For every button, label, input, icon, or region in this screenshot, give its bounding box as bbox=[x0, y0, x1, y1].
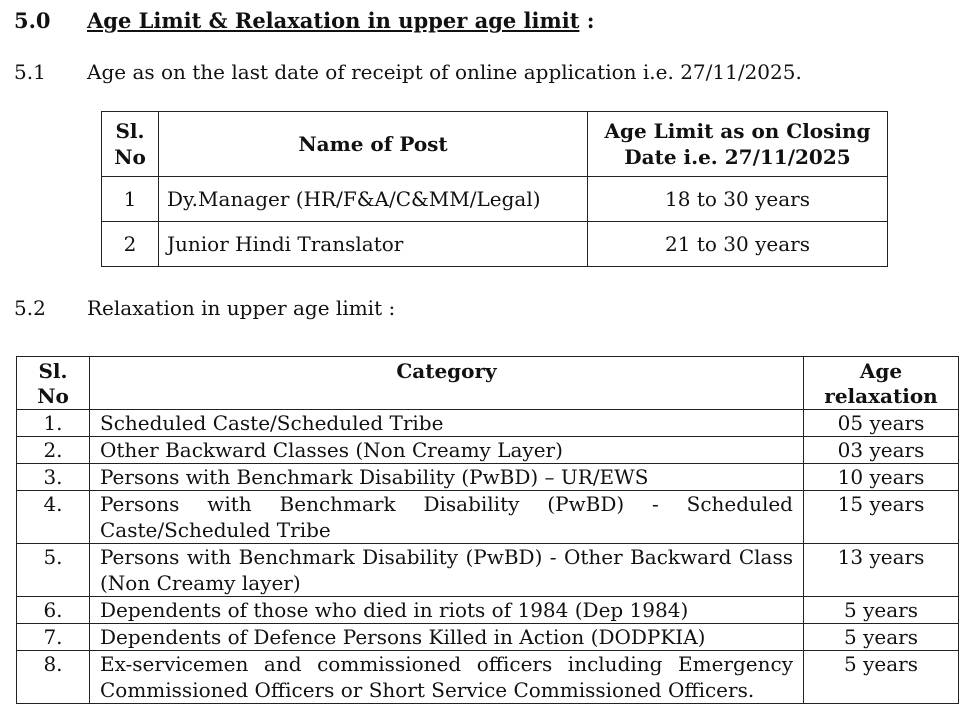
cell-age-relaxation: 05 years bbox=[804, 410, 959, 437]
cell-sl: 2. bbox=[17, 437, 90, 464]
subsection-number: 5.1 bbox=[14, 60, 46, 84]
subsection-text: Relaxation in upper age limit : bbox=[87, 296, 396, 320]
cell-age-relaxation: 5 years bbox=[804, 651, 959, 704]
cell-sl: 8. bbox=[17, 651, 90, 704]
header-age-line1: Age bbox=[859, 359, 903, 383]
subsection-text: Age as on the last date of receipt of online application i.e. 27/11/2025. bbox=[87, 60, 802, 84]
header-sl-line2: No bbox=[114, 145, 146, 169]
cell-age-relaxation: 5 years bbox=[804, 597, 959, 624]
cell-age-limit: 21 to 30 years bbox=[588, 222, 888, 267]
cell-sl: 5. bbox=[17, 544, 90, 597]
cell-sl: 7. bbox=[17, 624, 90, 651]
header-sl-line2: No bbox=[37, 384, 69, 408]
cell-age-relaxation: 10 years bbox=[804, 464, 959, 491]
table-header-row bbox=[102, 112, 888, 177]
subsection-5-2 bbox=[14, 296, 395, 320]
header-category: Category bbox=[90, 357, 804, 410]
cell-age-relaxation: 15 years bbox=[804, 491, 959, 544]
cell-sl: 1 bbox=[102, 177, 159, 222]
cell-category: Dependents of those who died in riots of 1984 (Dep 1984) bbox=[90, 597, 804, 624]
cell-category: Persons with Benchmark Disability (PwBD) – UR/EWS bbox=[90, 464, 804, 491]
table-row bbox=[17, 437, 959, 464]
section-heading bbox=[14, 8, 594, 33]
cell-age-limit: 18 to 30 years bbox=[588, 177, 888, 222]
section-number: 5.0 bbox=[14, 8, 51, 33]
table-header-row bbox=[17, 357, 959, 410]
header-sl-line1: Sl. bbox=[38, 359, 68, 383]
table-row bbox=[17, 651, 959, 704]
cell-sl: 1. bbox=[17, 410, 90, 437]
header-sl-line1: Sl. bbox=[115, 119, 145, 143]
cell-category: Other Backward Classes (Non Creamy Layer) bbox=[90, 437, 804, 464]
table-row bbox=[17, 624, 959, 651]
header-age-limit bbox=[588, 112, 888, 177]
table-row bbox=[102, 177, 888, 222]
table-row bbox=[17, 464, 959, 491]
cell-category: Persons with Benchmark Disability (PwBD) - Other Backward Class (Non Creamy layer) bbox=[90, 544, 804, 597]
cell-sl: 3. bbox=[17, 464, 90, 491]
cell-sl: 6. bbox=[17, 597, 90, 624]
header-age-line2: Date i.e. 27/11/2025 bbox=[624, 145, 851, 169]
table-row bbox=[17, 491, 959, 544]
subsection-5-1 bbox=[14, 60, 802, 84]
header-sl bbox=[17, 357, 90, 410]
cell-age-relaxation: 03 years bbox=[804, 437, 959, 464]
header-age-relaxation bbox=[804, 357, 959, 410]
table-row bbox=[17, 544, 959, 597]
subsection-number: 5.2 bbox=[14, 296, 46, 320]
cell-category: Persons with Benchmark Disability (PwBD) - Scheduled Caste/Scheduled Tribe bbox=[90, 491, 804, 544]
cell-age-relaxation: 5 years bbox=[804, 624, 959, 651]
section-colon: : bbox=[586, 8, 595, 33]
age-limit-table bbox=[101, 111, 888, 267]
table-row bbox=[102, 222, 888, 267]
cell-post: Junior Hindi Translator bbox=[159, 222, 588, 267]
table-row bbox=[17, 410, 959, 437]
header-sl bbox=[102, 112, 159, 177]
section-title: Age Limit & Relaxation in upper age limit bbox=[87, 8, 580, 33]
cell-category: Scheduled Caste/Scheduled Tribe bbox=[90, 410, 804, 437]
cell-sl: 2 bbox=[102, 222, 159, 267]
cell-category: Ex-servicemen and commissioned officers including Emergency Commissioned Officers or Short Service Commissioned Officers. bbox=[90, 651, 804, 704]
table-row bbox=[17, 597, 959, 624]
cell-category: Dependents of Defence Persons Killed in Action (DODPKIA) bbox=[90, 624, 804, 651]
relaxation-table bbox=[16, 356, 959, 704]
header-age-line2: relaxation bbox=[824, 384, 938, 408]
header-post: Name of Post bbox=[159, 112, 588, 177]
cell-post: Dy.Manager (HR/F&A/C&MM/Legal) bbox=[159, 177, 588, 222]
cell-sl: 4. bbox=[17, 491, 90, 544]
header-age-line1: Age Limit as on Closing bbox=[604, 119, 871, 143]
cell-age-relaxation: 13 years bbox=[804, 544, 959, 597]
